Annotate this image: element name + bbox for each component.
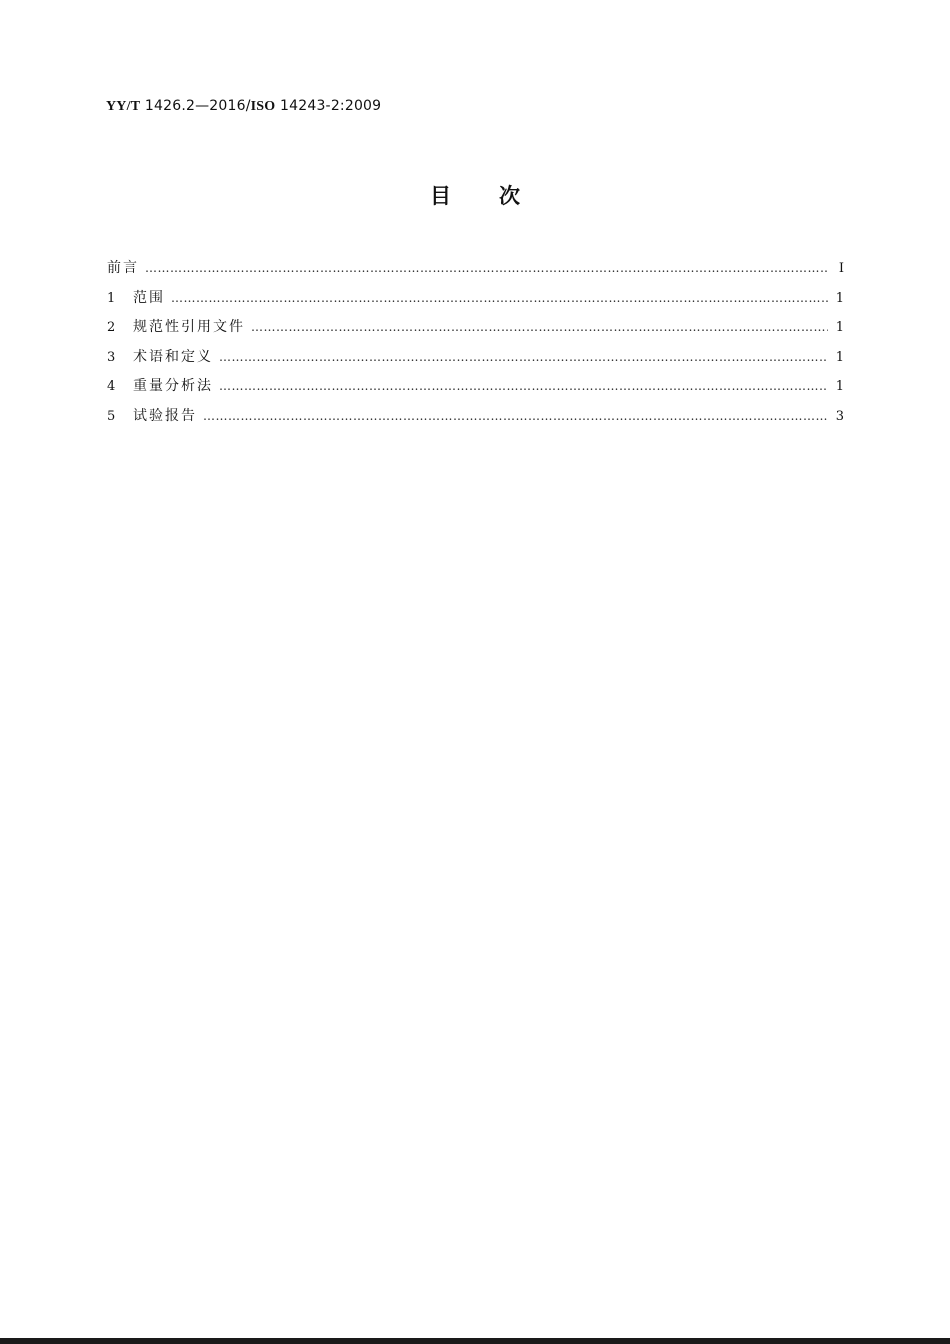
toc-entry-page: 1 <box>835 320 844 335</box>
toc-entry-number: 1 <box>107 290 116 306</box>
toc-entry-number: 2 <box>107 320 116 335</box>
toc-entry-label: 范围 <box>133 289 165 306</box>
toc-entry-foreword[interactable] <box>107 257 844 287</box>
page-bottom-border <box>0 1338 950 1344</box>
standard-header <box>106 98 381 115</box>
toc-entry-label: 重量分析法 <box>133 378 213 394</box>
toc-entry-label: 试验报告 <box>133 407 197 424</box>
toc-leader-dots <box>251 320 828 334</box>
toc-entry-label: 前言 <box>107 260 139 276</box>
iso-code-number: 14243-2:2009 <box>275 98 382 114</box>
toc-leader-dots <box>171 291 828 305</box>
toc-entry-page: 1 <box>835 379 844 394</box>
toc-entry-gravimetric-method[interactable] <box>107 375 844 405</box>
toc-entry-number: 4 <box>107 379 116 394</box>
toc-entry-scope[interactable] <box>107 287 844 317</box>
toc-entry-terms-definitions[interactable] <box>107 346 844 376</box>
standard-code-number: 1426.2—2016/ <box>140 98 251 114</box>
toc-entry-number: 5 <box>107 408 116 424</box>
toc-title: 目次 <box>430 184 568 208</box>
toc-entry-label: 术语和定义 <box>133 348 213 365</box>
standard-code-prefix: YY/T <box>106 99 141 114</box>
toc-leader-dots <box>219 350 828 364</box>
toc-entry-page: 1 <box>835 349 844 365</box>
table-of-contents <box>107 257 844 434</box>
toc-entry-normative-references[interactable] <box>107 316 844 346</box>
toc-entry-number: 3 <box>107 349 116 365</box>
toc-entry-page: 1 <box>835 290 844 306</box>
toc-leader-dots <box>203 409 828 423</box>
iso-prefix: ISO <box>250 99 276 114</box>
toc-leader-dots <box>219 379 828 393</box>
toc-entry-label: 规范性引用文件 <box>133 319 245 335</box>
toc-leader-dots <box>145 261 828 275</box>
toc-entry-test-report[interactable] <box>107 405 844 435</box>
toc-entry-page: 3 <box>835 408 844 424</box>
toc-entry-page: Ⅰ <box>838 261 844 276</box>
